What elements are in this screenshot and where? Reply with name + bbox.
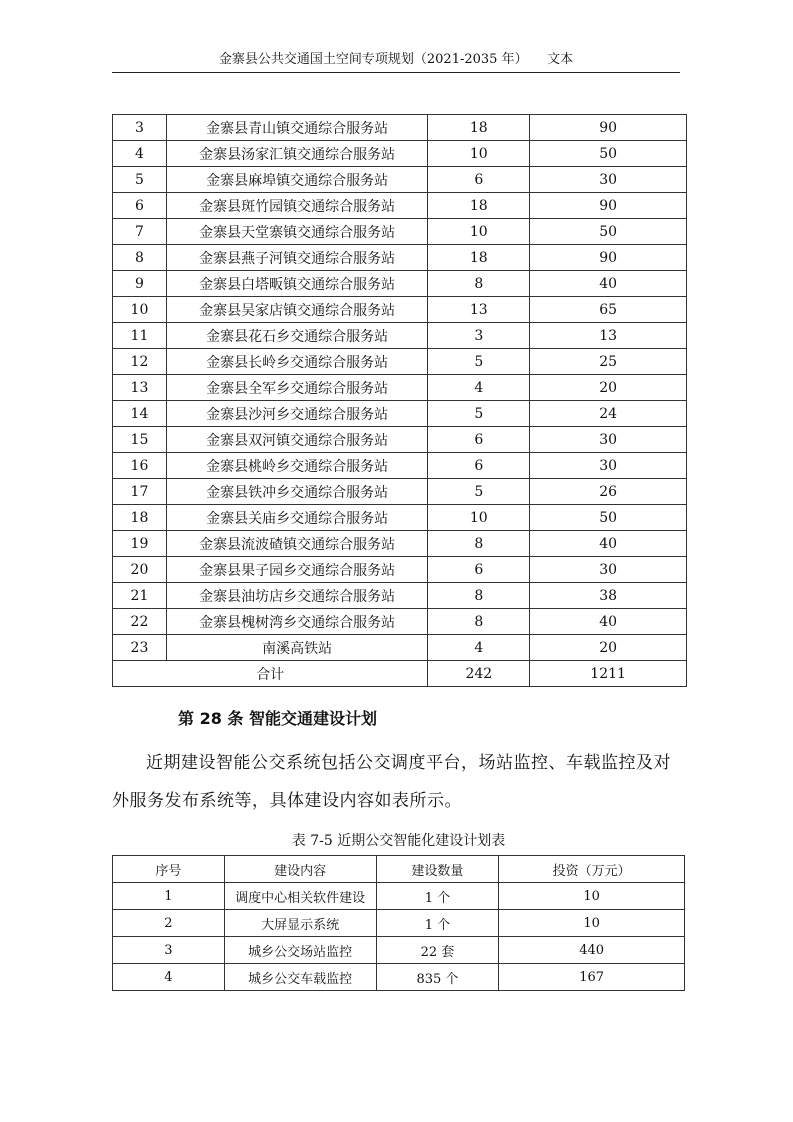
table-cell: 11 bbox=[113, 323, 167, 349]
table-row bbox=[113, 375, 687, 401]
column-header: 序号 bbox=[113, 856, 225, 883]
table-cell: 金寨县燕子河镇交通综合服务站 bbox=[166, 245, 427, 271]
table-cell: 22 bbox=[113, 609, 167, 635]
table-cell: 18 bbox=[428, 245, 530, 271]
table-cell: 8 bbox=[428, 271, 530, 297]
table-cell: 5 bbox=[428, 401, 530, 427]
table-cell: 金寨县汤家汇镇交通综合服务站 bbox=[166, 141, 427, 167]
table-cell: 440 bbox=[499, 937, 685, 964]
table-row bbox=[113, 219, 687, 245]
table-cell: 10 bbox=[428, 141, 530, 167]
table-row bbox=[113, 297, 687, 323]
table-row bbox=[113, 401, 687, 427]
table-cell: 2 bbox=[113, 910, 225, 937]
table-cell: 8 bbox=[428, 609, 530, 635]
table-cell: 金寨县花石乡交通综合服务站 bbox=[166, 323, 427, 349]
table-cell: 金寨县果子园乡交通综合服务站 bbox=[166, 557, 427, 583]
table-row bbox=[113, 427, 687, 453]
table-row bbox=[113, 349, 687, 375]
table-cell: 13 bbox=[428, 297, 530, 323]
table-row bbox=[113, 271, 687, 297]
section-heading: 第 28 条 智能交通建设计划 bbox=[178, 709, 377, 728]
table-cell: 1 bbox=[113, 883, 225, 910]
column-header: 投资（万元） bbox=[499, 856, 685, 883]
total-cell: 242 bbox=[428, 661, 530, 687]
table-row bbox=[113, 883, 685, 910]
service-station-table-body bbox=[113, 115, 687, 687]
table-cell: 8 bbox=[428, 531, 530, 557]
table-cell: 5 bbox=[113, 167, 167, 193]
table-cell: 835 个 bbox=[376, 964, 499, 991]
table-cell: 20 bbox=[530, 375, 687, 401]
table-row bbox=[113, 635, 687, 661]
total-cell: 1211 bbox=[530, 661, 687, 687]
table-cell: 5 bbox=[428, 479, 530, 505]
table-cell: 30 bbox=[530, 453, 687, 479]
table-cell: 6 bbox=[428, 453, 530, 479]
table-row bbox=[113, 937, 685, 964]
page-header: 金寨县公共交通国土空间专项规划（2021-2035 年） 文本 bbox=[218, 52, 574, 67]
table-cell: 1 个 bbox=[376, 883, 499, 910]
table-cell: 金寨县关庙乡交通综合服务站 bbox=[166, 505, 427, 531]
table-row bbox=[113, 583, 687, 609]
table-row bbox=[113, 964, 685, 991]
table-cell: 6 bbox=[428, 557, 530, 583]
table-cell: 调度中心相关软件建设 bbox=[224, 883, 376, 910]
table-cell: 金寨县双河镇交通综合服务站 bbox=[166, 427, 427, 453]
table-row bbox=[113, 193, 687, 219]
table-cell: 20 bbox=[530, 635, 687, 661]
table-row bbox=[113, 323, 687, 349]
table-cell: 50 bbox=[530, 141, 687, 167]
table-cell: 90 bbox=[530, 115, 687, 141]
table-cell: 金寨县油坊店乡交通综合服务站 bbox=[166, 583, 427, 609]
table-cell: 38 bbox=[530, 583, 687, 609]
section-paragraph: 近期建设智能公交系统包括公交调度平台，场站监控、车载监控及对外服务发布系统等，具体建设内容如表所示。 bbox=[112, 753, 671, 811]
table-cell: 18 bbox=[113, 505, 167, 531]
column-header: 建设内容 bbox=[224, 856, 376, 883]
table-cell: 8 bbox=[113, 245, 167, 271]
table-cell: 9 bbox=[113, 271, 167, 297]
table-cell: 25 bbox=[530, 349, 687, 375]
table-cell: 金寨县全军乡交通综合服务站 bbox=[166, 375, 427, 401]
table-cell: 17 bbox=[113, 479, 167, 505]
table-cell: 7 bbox=[113, 219, 167, 245]
table-cell: 12 bbox=[113, 349, 167, 375]
table-cell: 金寨县青山镇交通综合服务站 bbox=[166, 115, 427, 141]
table-cell: 金寨县桃岭乡交通综合服务站 bbox=[166, 453, 427, 479]
total-row bbox=[113, 661, 687, 687]
table-header-row bbox=[113, 856, 685, 883]
table-cell: 金寨县斑竹园镇交通综合服务站 bbox=[166, 193, 427, 219]
table-cell: 南溪高铁站 bbox=[166, 635, 427, 661]
table-cell: 24 bbox=[530, 401, 687, 427]
table-row bbox=[113, 141, 687, 167]
table-row bbox=[113, 557, 687, 583]
table-cell: 50 bbox=[530, 219, 687, 245]
table-cell: 30 bbox=[530, 427, 687, 453]
table-cell: 19 bbox=[113, 531, 167, 557]
table-cell: 26 bbox=[530, 479, 687, 505]
table-row bbox=[113, 167, 687, 193]
table-cell: 13 bbox=[530, 323, 687, 349]
table-cell: 3 bbox=[428, 323, 530, 349]
table-row bbox=[113, 245, 687, 271]
table-cell: 20 bbox=[113, 557, 167, 583]
table-cell: 90 bbox=[530, 245, 687, 271]
table-cell: 18 bbox=[428, 115, 530, 141]
table-cell: 167 bbox=[499, 964, 685, 991]
table-cell: 金寨县铁冲乡交通综合服务站 bbox=[166, 479, 427, 505]
table-cell: 4 bbox=[113, 964, 225, 991]
table-cell: 10 bbox=[428, 219, 530, 245]
table-cell: 8 bbox=[428, 583, 530, 609]
table-cell: 大屏显示系统 bbox=[224, 910, 376, 937]
total-label: 合计 bbox=[113, 661, 428, 687]
table-row bbox=[113, 531, 687, 557]
table-cell: 金寨县吴家店镇交通综合服务站 bbox=[166, 297, 427, 323]
table-row bbox=[113, 910, 685, 937]
smart-transit-plan-table bbox=[112, 855, 685, 991]
table-caption: 表 7-5 近期公交智能化建设计划表 bbox=[291, 833, 506, 849]
table-cell: 6 bbox=[428, 427, 530, 453]
column-header: 建设数量 bbox=[376, 856, 499, 883]
table-cell: 金寨县白塔畈镇交通综合服务站 bbox=[166, 271, 427, 297]
table-cell: 30 bbox=[530, 557, 687, 583]
table-cell: 10 bbox=[113, 297, 167, 323]
header-divider bbox=[112, 72, 680, 73]
table-cell: 30 bbox=[530, 167, 687, 193]
table-cell: 18 bbox=[428, 193, 530, 219]
table-cell: 10 bbox=[499, 883, 685, 910]
table-cell: 金寨县长岭乡交通综合服务站 bbox=[166, 349, 427, 375]
table-cell: 3 bbox=[113, 937, 225, 964]
table-cell: 金寨县沙河乡交通综合服务站 bbox=[166, 401, 427, 427]
table-cell: 4 bbox=[113, 141, 167, 167]
table-cell: 1 个 bbox=[376, 910, 499, 937]
table-cell: 23 bbox=[113, 635, 167, 661]
table-cell: 15 bbox=[113, 427, 167, 453]
table-row bbox=[113, 609, 687, 635]
table-cell: 40 bbox=[530, 609, 687, 635]
table-cell: 6 bbox=[113, 193, 167, 219]
table-cell: 6 bbox=[428, 167, 530, 193]
table-cell: 90 bbox=[530, 193, 687, 219]
table-cell: 65 bbox=[530, 297, 687, 323]
table-cell: 城乡公交车载监控 bbox=[224, 964, 376, 991]
table-cell: 金寨县槐树湾乡交通综合服务站 bbox=[166, 609, 427, 635]
table-row bbox=[113, 453, 687, 479]
smart-transit-plan-table-body bbox=[113, 883, 685, 991]
table-cell: 金寨县天堂寨镇交通综合服务站 bbox=[166, 219, 427, 245]
table-cell: 40 bbox=[530, 271, 687, 297]
table-cell: 50 bbox=[530, 505, 687, 531]
table-row bbox=[113, 115, 687, 141]
table-cell: 10 bbox=[499, 910, 685, 937]
table-cell: 金寨县流波碴镇交通综合服务站 bbox=[166, 531, 427, 557]
table-cell: 21 bbox=[113, 583, 167, 609]
table-cell: 3 bbox=[113, 115, 167, 141]
table-row bbox=[113, 479, 687, 505]
table-cell: 4 bbox=[428, 635, 530, 661]
table-cell: 5 bbox=[428, 349, 530, 375]
table-cell: 22 套 bbox=[376, 937, 499, 964]
table-cell: 13 bbox=[113, 375, 167, 401]
table-cell: 4 bbox=[428, 375, 530, 401]
table-cell: 金寨县麻埠镇交通综合服务站 bbox=[166, 167, 427, 193]
table-cell: 16 bbox=[113, 453, 167, 479]
table-cell: 城乡公交场站监控 bbox=[224, 937, 376, 964]
table-cell: 40 bbox=[530, 531, 687, 557]
service-station-table bbox=[112, 114, 687, 687]
table-cell: 10 bbox=[428, 505, 530, 531]
table-cell: 14 bbox=[113, 401, 167, 427]
table-row bbox=[113, 505, 687, 531]
